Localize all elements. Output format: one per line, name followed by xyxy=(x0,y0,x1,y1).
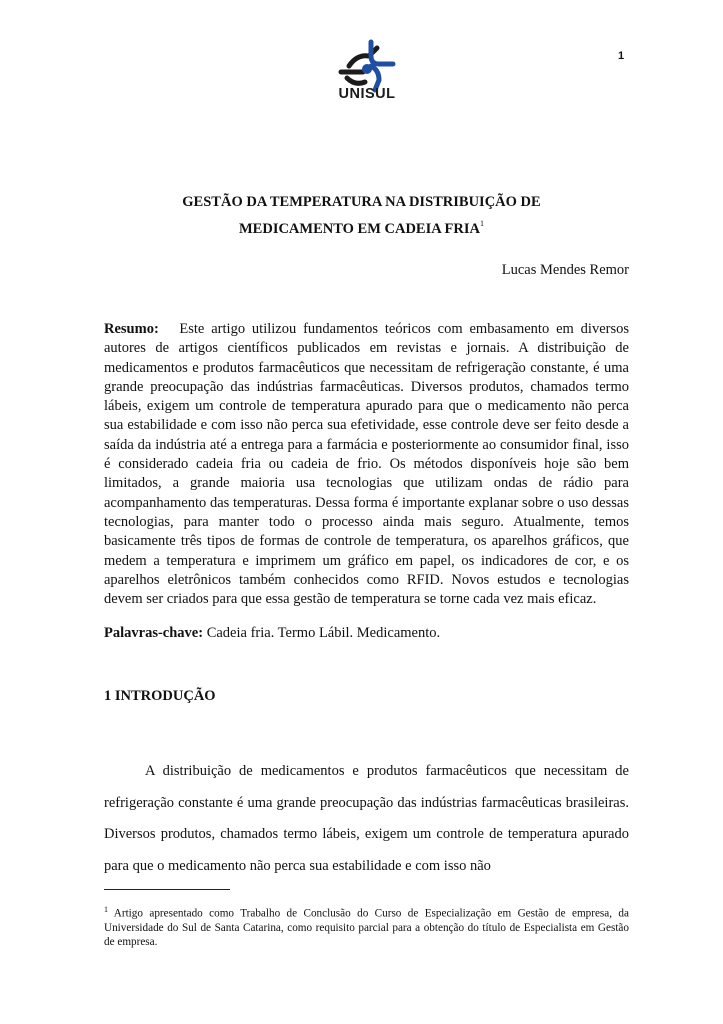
footnote xyxy=(104,903,629,949)
section-heading-introduction: 1 INTRODUÇÃO xyxy=(104,688,216,704)
keywords-label: Palavras-chave: xyxy=(104,625,204,641)
footnote-text: Artigo apresentado como Trabalho de Conclusão do Curso de Especialização em Gestão de empresa, da Universidade do Sul de Santa Catarina, como requisito parcial para a obtenção do título de Especialista em Gestão de empresa. xyxy=(104,907,629,949)
keywords-text: Cadeia fria. Termo Lábil. Medicamento. xyxy=(206,625,441,641)
introduction-paragraph: A distribuição de medicamentos e produtos farmacêuticos que necessitam de refrigeração constante é uma grande preocupação das indústrias farmacêuticas brasileiras. Diversos produtos, chamados termo lábeis, exigem um controle de temperatura apurado para que o medicamento não perca sua estabilidade e com isso não xyxy=(104,763,629,874)
title-footnote-marker[interactable]: 1 xyxy=(480,219,484,228)
paper-title-line-1: GESTÃO DA TEMPERATURA NA DISTRIBUIÇÃO DE xyxy=(182,194,541,210)
page-number: 1 xyxy=(618,50,625,62)
paper-title-line-2 xyxy=(0,221,723,238)
paper-title-line-2-text: MEDICAMENTO EM CADEIA FRIA xyxy=(238,221,480,237)
author-name: Lucas Mendes Remor xyxy=(501,262,629,278)
footnote-divider xyxy=(104,889,230,890)
footnote-marker: 1 xyxy=(104,905,108,914)
keywords xyxy=(104,625,629,642)
abstract-label: Resumo: xyxy=(104,321,159,337)
abstract xyxy=(104,320,629,609)
logo-text: UNISUL xyxy=(338,86,396,102)
abstract-text: Este artigo utilizou fundamentos teóricos com embasamento em diversos autores de artigos científicos publicados em revistas e jornais. A distribuição de medicamentos e produtos farmacêuticos que necessitam de refrigeração constante, é uma grande preocupação das indústrias farmacêuticas. Diversos produtos, chamados termo lábeis, exigem um controle de temperatura apurado para que o medicamento não perca sua estabilidade e com isso não perca sua efetividade, esse controle deve ser feito desde a saída da indústria até a entrega para a farmácia e posteriormente ao consumidor final, isso é considerado cadeia fria ou cadeia de frio. Os métodos disponíveis hoje são bem limitados, a grande maioria usa tecnologias que utilizam ondas de rádio para acompanhamento das temperaturas. Dessa forma é importante explanar sobre o uso dessas tecnologias, para manter todo o processo ainda mais seguro. Atualmente, temos basicamente três tipos de formas de controle de temperatura, os aparelhos gráficos, que medem a temperatura e imprimem um gráfico em papel, os indicadores de cor, e os aparelhos eletrônicos também conhecidos como RFID. Novos estudos e tecnologias devem ser criados para que essa gestão de temperatura se torne cada vez mais eficaz. xyxy=(104,321,629,608)
